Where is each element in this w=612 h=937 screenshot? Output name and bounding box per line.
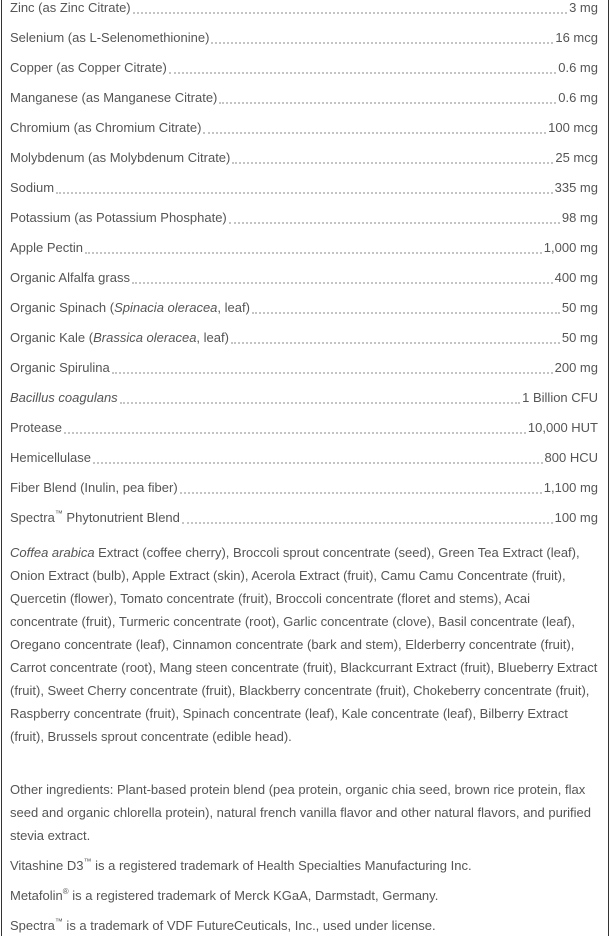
nutrient-row bbox=[10, 472, 598, 502]
nutrient-amount: 1 Billion CFU bbox=[522, 389, 598, 405]
nutrient-amount: 0.6 mg bbox=[558, 89, 598, 105]
dot-leader bbox=[219, 101, 556, 104]
nutrient-row bbox=[10, 22, 598, 52]
nutrient-name: Potassium (as Potassium Phosphate) bbox=[10, 209, 227, 225]
nutrient-amount: 100 mcg bbox=[548, 119, 598, 135]
nutrient-amount: 10,000 HUT bbox=[527, 419, 598, 435]
nutrient-amount: 50 mg bbox=[561, 329, 598, 345]
nutrient-row bbox=[10, 82, 598, 112]
phytonutrient-blend-ingredients bbox=[10, 541, 600, 748]
trademark-note: Metafolin® is a registered trademark of Merck KGaA, Darmstadt, Germany. bbox=[10, 887, 439, 903]
other-ingredients: Other ingredients: Plant-based protein blend (pea protein, organic chia seed, brown rice protein, flax seed and organic chlorella protein), natural french vanilla flavor and other natural flavors, and purified stevia extract. bbox=[10, 782, 592, 843]
nutrient-amount: 25 mcg bbox=[555, 149, 598, 165]
dot-leader bbox=[56, 191, 553, 194]
nutrient-name: Molybdenum (as Molybdenum Citrate) bbox=[10, 149, 231, 165]
nutrient-row bbox=[10, 382, 598, 412]
dot-leader bbox=[232, 161, 553, 164]
nutrient-name: Manganese (as Manganese Citrate) bbox=[10, 89, 218, 105]
dot-leader bbox=[133, 11, 567, 14]
nutrient-name: Zinc (as Zinc Citrate) bbox=[10, 0, 131, 15]
nutrient-row bbox=[10, 412, 598, 442]
nutrient-row bbox=[10, 502, 598, 532]
nutrient-amount: 98 mg bbox=[561, 209, 598, 225]
nutrient-name: Selenium (as L-Selenomethionine) bbox=[10, 29, 210, 45]
nutrient-row bbox=[10, 322, 598, 352]
nutrient-name: Protease bbox=[10, 419, 63, 435]
dot-leader bbox=[120, 401, 520, 404]
nutrient-amount: 400 mg bbox=[554, 269, 598, 285]
dot-leader bbox=[112, 371, 553, 374]
nutrient-row bbox=[10, 352, 598, 382]
dot-leader bbox=[132, 281, 553, 284]
nutrient-amount: 16 mcg bbox=[555, 29, 598, 45]
nutrient-amount: 335 mg bbox=[554, 179, 598, 195]
dot-leader bbox=[203, 131, 546, 134]
dot-leader bbox=[211, 41, 553, 44]
nutrient-name: Organic Alfalfa grass bbox=[10, 269, 130, 285]
dot-leader bbox=[231, 341, 560, 344]
nutrient-name: Organic Spirulina bbox=[10, 359, 110, 375]
nutrient-name: Sodium bbox=[10, 179, 55, 195]
nutrient-row bbox=[10, 0, 598, 22]
nutrient-amount: 200 mg bbox=[554, 359, 598, 375]
nutrient-name: Fiber Blend (Inulin, pea fiber) bbox=[10, 479, 178, 495]
dot-leader bbox=[252, 311, 560, 314]
nutrient-name: Bacillus coagulans bbox=[10, 389, 118, 405]
nutrient-amount: 0.6 mg bbox=[558, 59, 598, 75]
nutrient-row bbox=[10, 202, 598, 232]
trademark-note: Vitashine D3™ is a registered trademark of Health Specialties Manufacturing Inc. bbox=[10, 857, 472, 873]
nutrient-amount: 3 mg bbox=[569, 0, 598, 15]
nutrient-name: Spectra™ Phytonutrient Blend bbox=[10, 508, 180, 525]
nutrient-amount: 800 HCU bbox=[544, 449, 598, 465]
dot-leader bbox=[169, 71, 556, 74]
nutrient-name: Copper (as Copper Citrate) bbox=[10, 59, 167, 75]
nutrient-name: Organic Kale (Brassica oleracea, leaf) bbox=[10, 329, 229, 345]
dot-leader bbox=[64, 431, 526, 434]
nutrient-row bbox=[10, 262, 598, 292]
nutrient-name: Hemicellulase bbox=[10, 449, 91, 465]
dot-leader bbox=[229, 221, 560, 224]
dot-leader bbox=[180, 491, 542, 494]
dot-leader bbox=[93, 461, 543, 464]
nutrient-name: Apple Pectin bbox=[10, 239, 83, 255]
trademark-note: Spectra™ is a trademark of VDF FutureCeuticals, Inc., used under license. bbox=[10, 917, 436, 933]
supplement-facts-list bbox=[10, 0, 598, 532]
nutrient-name: Organic Spinach (Spinacia oleracea, leaf) bbox=[10, 299, 250, 315]
nutrient-amount: 50 mg bbox=[561, 299, 598, 315]
nutrient-amount: 1,000 mg bbox=[543, 239, 598, 255]
nutrient-row bbox=[10, 292, 598, 322]
nutrient-row bbox=[10, 442, 598, 472]
dot-leader bbox=[85, 251, 542, 254]
blend-italic-lead: Coffea arabica bbox=[10, 545, 95, 560]
dot-leader bbox=[182, 521, 553, 524]
nutrient-amount: 100 mg bbox=[554, 509, 598, 525]
nutrient-name: Chromium (as Chromium Citrate) bbox=[10, 119, 202, 135]
blend-text: Extract (coffee cherry), Broccoli sprout concentrate (seed), Green Tea Extract (leaf), Onion Extract (bulb), Apple Extract (skin), Acerola Extract (fruit), Camu Camu Concentrate (fruit), Quercetin (flower), Tomato concentrate (fruit), Broccoli concentrate (floret and stems), Acai concentrate (fruit), Turmeric concentrate (root), Garlic concentrate (clove), Basil concentrate (leaf), Oregano concentrate (leaf), Cinnamon concentrate (bark and stem), Elderberry concentrate (fruit), Carrot concentrate (root), Mang steen concentrate (fruit), Blackcurrant Extract (fruit), Blueberry Extract (fruit), Sweet Cherry concentrate (fruit), Blackberry concentrate (fruit), Chokeberry concentrate (fruit), Raspberry concentrate (fruit), Spinach concentrate (leaf), Kale concentrate (leaf), Bilberry Extract (fruit), Brussels sprout concentrate (edible head). bbox=[10, 545, 598, 744]
nutrient-row bbox=[10, 232, 598, 262]
nutrient-amount: 1,100 mg bbox=[543, 479, 598, 495]
nutrient-row bbox=[10, 172, 598, 202]
nutrient-row bbox=[10, 112, 598, 142]
nutrient-row bbox=[10, 142, 598, 172]
nutrient-row bbox=[10, 52, 598, 82]
